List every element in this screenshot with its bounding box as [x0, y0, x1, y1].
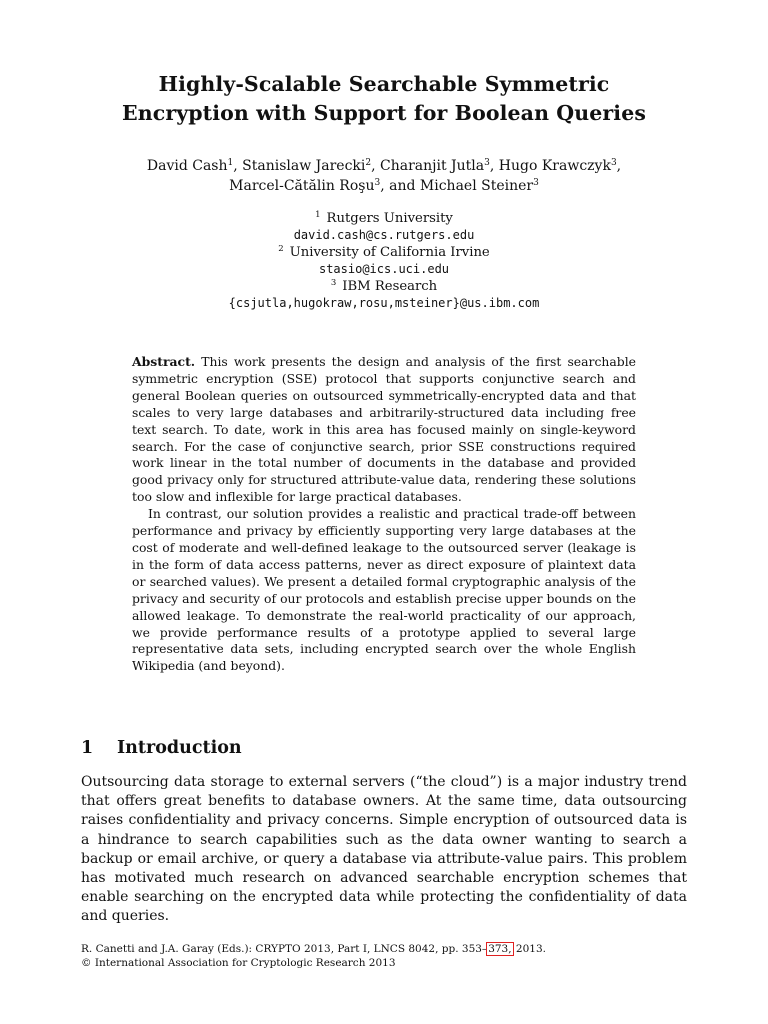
author-line-2: [60, 176, 708, 196]
author-name: Marcel-Cătălin Roşu: [229, 178, 375, 194]
abstract-paragraph-2: In contrast, our solution provides a realistic and practical trade-off between performance and privacy by efficiently supporting very large databases at the cost of moderate and well-defined leakage to the outsourced server (leakage is in the form of data access patterns, never as direct exposure of plaintext data or searched values). We present a detailed formal cryptographic analysis of the privacy and security of our protocols and establish precise upper bounds on the allowed leakage. To demonstrate the real-world practicality of our approach, we provide performance results of a prototype applied to several large representative data sets, including encrypted search over the whole English Wikipedia (and beyond).: [132, 506, 636, 674]
citation-footnote: [81, 942, 687, 970]
author-affil-mark: 3: [610, 158, 617, 168]
page-link[interactable]: 373,: [488, 943, 512, 955]
affiliation-email: stasio@ics.uci.edu: [318, 262, 450, 276]
intro-paragraph: Outsourcing data storage to external servers (“the cloud”) is a major industry trend that offers great benefits to database owners. At the same time, data outsourcing raises confidentiality and privacy concerns. Simple encryption of outsourced data is a hindrance to search capabilities such as the data owner wanting to search a backup or email archive, or query a database via attribute-value pairs. This problem has motivated much research on advanced searchable encryption schemes that enable searching on the encrypted data while protecting the confidentiality of data and queries.: [81, 774, 687, 925]
citation-text: R. Canetti and J.A. Garay (Eds.): CRYPTO 2013, Part I, LNCS 8042, pp. 353–: [81, 943, 488, 955]
author-affil-mark: 3: [484, 158, 490, 168]
affiliation-mark: 1: [315, 210, 321, 220]
affiliation-name: [60, 244, 708, 261]
abstract-paragraph-1: [132, 354, 636, 506]
affiliation-label: Rutgers University: [326, 211, 453, 226]
affiliation-label: IBM Research: [342, 279, 438, 294]
affiliation-label: University of California Irvine: [289, 245, 490, 260]
author-list: [60, 156, 708, 196]
author-separator: ,: [616, 158, 622, 174]
author-affil-mark: 3: [374, 178, 381, 188]
author-line-1: [60, 156, 708, 176]
affiliation-email: {csjutla,hugokraw,rosu,msteiner}@us.ibm.com: [228, 296, 540, 310]
affiliation-mark: 3: [330, 278, 337, 288]
affiliation-mark: 2: [278, 244, 284, 254]
title-line-2: Encryption with Support for Boolean Queries: [122, 101, 646, 125]
author-affil-mark: 2: [365, 158, 372, 168]
citation-line: [81, 942, 687, 956]
title-line-1: Highly-Scalable Searchable Symmetric: [158, 72, 610, 96]
affiliation-block: [60, 210, 708, 312]
affiliation-name: [60, 278, 708, 295]
abstract-label: Abstract.: [132, 354, 196, 369]
copyright-line: © International Association for Cryptologic Research 2013: [81, 957, 396, 969]
author-affil-mark: 1: [227, 158, 234, 168]
affiliation-email: david.cash@cs.rutgers.edu: [293, 228, 475, 242]
abstract: [132, 354, 636, 675]
author-name: , Hugo Krawczyk: [489, 158, 611, 174]
author-affil-mark: 3: [533, 178, 539, 188]
abstract-text: This work presents the design and analysis of the first searchable symmetric encryption (SSE) protocol that supports conjunctive search and general Boolean queries on outsourced symmetrically-encrypted data and that scales to very large databases and arbitrarily-structured data including free text search. To date, work in this area has focused mainly on single-keyword search. For the case of conjunctive search, prior SSE constructions required work linear in the total number of documents in the database and provided good privacy only for structured attribute-value data, rendering these solutions too slow and inflexible for large practical databases.: [132, 354, 636, 505]
author-name: , Charanjit Jutla: [371, 158, 485, 174]
section-title: Introduction: [117, 738, 242, 758]
citation-year: 2013.: [512, 943, 546, 955]
section-heading: [81, 737, 242, 759]
author-name: , and Michael Steiner: [380, 178, 534, 194]
author-name: David Cash: [146, 158, 228, 174]
paper-title: [60, 70, 708, 128]
author-name: , Stanislaw Jarecki: [233, 158, 366, 174]
affiliation-name: [60, 210, 708, 227]
section-number: 1: [81, 738, 94, 758]
